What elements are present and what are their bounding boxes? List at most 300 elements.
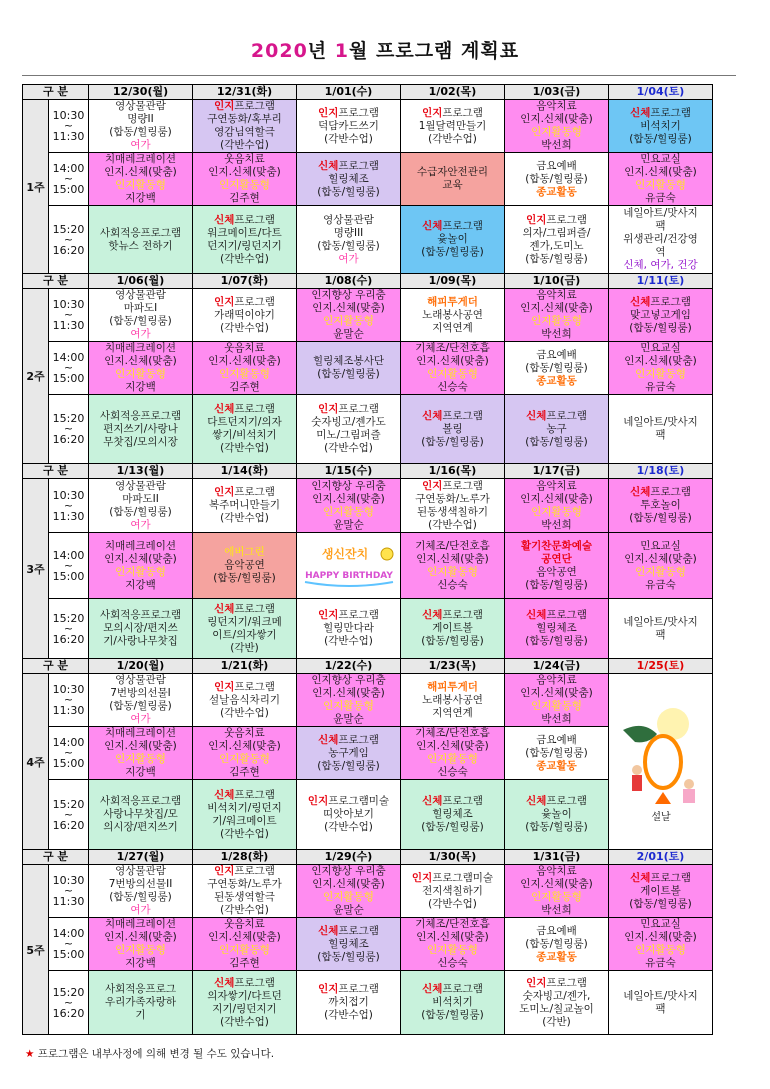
cell-text: 박선희 [541,904,572,916]
cell-text: 해피투게더 [427,295,478,308]
day-header: 1/06(월) [89,274,193,289]
cell-text: 인지.신체(맞춤) [520,113,593,125]
cell-text: 인지활동형 [531,315,582,327]
cell-text: 신체 [422,409,443,422]
cell-text: 치매레크레이션 [104,153,176,165]
cell-text: 인지 [214,295,235,308]
cell-text: 영상물관람 [115,479,166,492]
slot-row [23,918,713,971]
cell-line [505,904,608,917]
cell-line [609,355,712,368]
cell-text: 인지활동형 [531,505,582,518]
cell-line [505,938,608,951]
cell-line [89,727,192,740]
program-cell [297,971,401,1035]
cell-line [505,519,608,532]
day-header: 1/28(화) [193,850,297,865]
title-divider [22,75,736,76]
day-header: 1/18(토) [609,464,713,479]
cell-line [193,642,296,655]
cell-text: 프로그램 [338,159,379,172]
time-tilde: ~ [63,232,74,246]
time-start: 14:00 [52,736,85,749]
cell-text: 위생관리/건강영 [623,233,698,245]
program-cell [609,479,713,533]
cell-text: 신체, 여가, 건강 [623,259,698,271]
cell-line [193,766,296,779]
cell-text: 사회적응프로그램 [99,226,182,239]
cell-text: 네일아트/맛사지 [623,416,698,428]
cell-text: 여가 [130,139,151,151]
cell-line [89,423,192,436]
cell-text: 영상물관람 [115,289,166,301]
cell-text: 치매레크레이션 [104,727,176,739]
cell-text: 영상물관람 [115,674,166,686]
cell-text: 사회적응프로그램 [99,795,182,807]
cell-text: 민요교실 [640,153,681,165]
day-header: 1/15(수) [297,464,401,479]
cell-text: (각반수업) [220,252,269,265]
cell-text: (합동/힐링룸) [629,512,692,524]
birthday-banner: HAPPY BIRTHDAY [304,570,393,581]
cell-text: 민요교실 [640,342,681,354]
ribbon-icon [305,582,393,586]
day-header: 1/29(수) [297,850,401,865]
cell-text: 김주현 [229,957,260,969]
cell-text: 무찻집/모의시장 [103,435,178,448]
cell-line [297,734,400,747]
cell-text: 신체 [422,609,443,621]
cell-text: 프로그램 [234,486,275,498]
cell-text: 팩 [655,220,666,232]
slot-row [23,289,713,342]
cell-line [297,878,400,891]
cell-text: 음악치료 [536,674,577,686]
cell-text: 박선희 [541,328,572,340]
cell-line [89,687,192,700]
day-header: 1/09(목) [401,274,505,289]
cell-text: (합동/힐링룸) [629,897,692,910]
cell-line [609,153,712,166]
program-cell [401,918,505,971]
cell-line [401,220,504,233]
cell-text: 네일아트/맛사지 [623,615,698,628]
cell-text: (각반) [542,1015,571,1028]
day-header: 1/20(월) [89,659,193,674]
time-end: 15:00 [52,183,85,196]
time-slot [49,206,89,274]
cell-line [193,512,296,525]
time-slot [49,865,89,918]
day-header: 1/08(수) [297,274,401,289]
cell-text: 인지활동형 [115,753,166,765]
cell-text: 교육 [442,179,463,191]
header-label: 구 분 [23,850,89,865]
program-cell [297,395,401,464]
cell-text: (합동/힐링룸) [629,321,692,334]
program-cell [505,865,609,918]
time-end: 11:30 [52,895,85,908]
program-cell [401,100,505,153]
time-tilde: ~ [63,995,74,1009]
cell-line [401,821,504,834]
cell-line [297,687,400,700]
cell-text: 팩 [655,1002,666,1015]
cell-text: 공연단 [541,552,572,565]
cell-line [297,808,400,821]
time-start: 10:30 [52,298,85,311]
cell-text: (각반수업) [324,132,373,145]
cell-line [505,506,608,519]
cell-line [505,734,608,747]
cell-text: 프로그램 [234,213,275,226]
cell-text: 기/워크메이트 [212,814,277,827]
time-start: 10:30 [52,874,85,887]
cell-line [89,931,192,944]
cell-line [297,951,400,964]
cell-line [401,566,504,579]
cell-text: 프로그램 [234,788,275,801]
day-header: 1/04(토) [609,85,713,100]
time-slot [49,971,89,1035]
cell-text: 인지.신체(맞춤) [520,492,593,505]
cell-line [505,173,608,186]
cell-text: 인지.신체(맞춤) [208,740,281,752]
cell-line [505,375,608,388]
program-cell [609,865,713,918]
cell-line [609,918,712,931]
cell-text: 인지 [422,479,443,492]
cell-line [297,635,400,648]
cell-text: 지강백 [125,578,156,591]
cell-line [193,878,296,891]
time-slot [49,599,89,659]
cell-line [89,795,192,808]
cell-line [297,925,400,938]
cell-line [297,713,400,726]
cell-text: 윷놀이 [437,233,468,245]
cell-text: 종교활동 [536,374,577,387]
program-cell [609,206,713,274]
cell-line [89,153,192,166]
cell-line [505,747,608,760]
cell-text: 농구 [546,422,567,435]
cell-text: 인지활동형 [531,891,582,903]
slot-row [23,479,713,533]
time-slot [49,289,89,342]
program-cell [89,342,193,395]
cell-text: 여가 [338,252,359,265]
time-end: 11:30 [52,704,85,717]
cell-text: 프로그램 [338,403,379,415]
cell-text: 까치접기 [328,996,369,1008]
cell-line [609,296,712,309]
cell-text: 프로그램 [546,976,587,989]
new-year-illustration [613,700,709,824]
cell-text: 프로그램 [650,486,691,498]
cell-text: 프로그램 [650,295,691,308]
cell-text: 인지.신체(맞춤) [416,740,489,752]
cell-line [193,944,296,957]
cell-text: 힐링체조봉사단 [312,355,384,367]
cell-text: 인지활동형 [635,944,686,956]
cell-text: 기체조/단전호흡 [415,727,490,739]
time-end: 16:20 [52,818,85,832]
cell-text: (각반수업) [220,512,269,524]
program-cell [89,727,193,780]
cell-line [401,368,504,381]
cell-line [89,753,192,766]
cell-text: 인지.신체(맞춤) [520,687,593,699]
cell-text: 이트/의자쌓기 [212,628,277,641]
cell-line [89,821,192,834]
cell-text: 신체 [630,295,651,308]
cell-line [401,808,504,821]
cell-text: 유금숙 [645,957,676,969]
program-cell [505,599,609,659]
cell-text: 신체 [630,871,651,884]
cell-line [297,747,400,760]
program-cell [609,599,713,659]
cell-line [401,885,504,898]
cell-text: 웃음치료 [224,727,265,739]
cell-text: (합동/힐링룸) [421,1009,484,1021]
program-cell [609,674,713,850]
cell-text: 여가 [130,713,151,725]
cell-line [609,309,712,322]
cell-text: 워크메이트/다트 [207,226,282,239]
cell-line [193,113,296,126]
cell-line [401,766,504,779]
time-tilde: ~ [63,172,74,185]
cell-line [193,355,296,368]
cell-line [505,622,608,635]
cell-line [193,603,296,616]
cell-line [193,707,296,720]
cell-text: (각반수업) [324,635,373,647]
cell-text: 윷놀이 [541,808,572,820]
cell-line [89,368,192,381]
cell-line [193,381,296,394]
cell-text: 신승숙 [437,381,468,393]
cell-text: 치매레크레이션 [104,539,176,552]
cell-line [505,977,608,990]
time-slot [49,727,89,780]
program-cell [193,342,297,395]
cell-text: 설날음식차리기 [208,693,280,706]
cell-line [505,700,608,713]
program-cell [89,206,193,274]
cell-line [193,240,296,253]
cell-text: (합동/힐링룸) [213,572,276,584]
cell-line [297,1009,400,1022]
cell-line [401,309,504,322]
program-cell [401,206,505,274]
cell-text: 도미노/칠교놀이 [519,1002,594,1015]
program-cell [193,971,297,1035]
cell-line [297,983,400,996]
day-header: 1/27(월) [89,850,193,865]
program-cell [193,395,297,464]
time-end: 15:00 [52,948,85,961]
cell-line [609,944,712,957]
cell-text: 기체조/단전호흡 [415,918,490,930]
cell-text: 여가 [130,518,151,531]
cell-line [401,898,504,911]
slot-row [23,674,713,727]
cell-text: 윤말순 [333,518,364,531]
day-header: 1/23(목) [401,659,505,674]
star-icon: ★ [25,1048,35,1060]
cell-text: 치매레크레이션 [104,342,176,354]
program-cell [401,674,505,727]
program-cell [193,674,297,727]
cell-line [89,480,192,493]
cell-line [89,506,192,519]
program-cell [401,971,505,1035]
cell-text: 인지 [422,106,443,119]
cell-text: 프로그램 [338,733,379,746]
cell-line [193,957,296,970]
cell-line [401,296,504,309]
cell-line [193,789,296,802]
cell-line [89,566,192,579]
cell-text: 인지.신체(맞춤) [624,166,697,178]
cell-text: (각반수업) [220,827,269,840]
day-header: 1/07(화) [193,274,297,289]
cell-text: 영상물관람 [323,213,374,226]
cell-line [505,795,608,808]
cell-line [609,207,712,220]
cell-text: 프로그램 [338,106,379,119]
cell-line [193,322,296,335]
cell-line [89,493,192,506]
cell-line [609,429,712,442]
cell-text: 된동생색칠하기 [416,505,488,518]
cell-line [505,925,608,938]
cell-text: 프로그램 [650,871,691,884]
program-cell [297,342,401,395]
cell-line [89,139,192,152]
time-slot [49,153,89,206]
program-cell [297,727,401,780]
cell-line [297,302,400,315]
cell-line [505,113,608,126]
day-header: 1/30(목) [401,850,505,865]
cell-line [505,100,608,113]
time-slot [49,918,89,971]
program-cell [609,100,713,153]
cell-line [89,436,192,449]
cell-text: 프로그램 [234,680,275,693]
cell-line [505,1003,608,1016]
cell-text: 인지 [214,100,235,112]
cell-text: 인지.신체(맞춤) [312,302,385,314]
cell-text: 인지활동형 [115,368,166,380]
cell-line [193,815,296,828]
cell-text: 인지활동형 [219,368,270,380]
cell-text: 인지 [214,865,235,877]
cell-text: 인지향상 우리춤 [311,674,386,686]
cell-line [89,878,192,891]
program-cell [505,971,609,1035]
cell-text: 수급자안전관리 [416,166,488,178]
cell-text: 의시장/편지쓰기 [103,821,178,833]
time-tilde: ~ [63,361,74,374]
cell-text: 금요예배 [536,348,577,361]
cell-text: (합동/힐링룸) [525,578,588,591]
cell-line [193,179,296,192]
cell-text: 인지활동형 [427,944,478,956]
cell-line [89,944,192,957]
cell-line [193,629,296,642]
cell-text: 치매레크레이션 [104,918,176,930]
slot-row [23,153,713,206]
cell-text: 노래봉사공연 [422,693,483,706]
week-label: 5주 [23,865,49,1035]
cell-text: 영상물관람 [115,100,166,112]
cell-text: 마파도I [123,302,158,314]
time-start: 15:20 [52,797,85,811]
time-end: 11:30 [52,319,85,332]
cell-line [505,540,608,553]
cell-text: 해피투게더 [427,680,478,693]
cell-text: 금요예배 [536,159,577,172]
cell-text: 프로그램 [338,983,379,995]
cell-text: 가래떡이야기 [214,308,275,321]
cell-line [505,951,608,964]
cell-text: (합동/힐링룸) [317,368,380,380]
cell-line [297,442,400,455]
cell-line [401,694,504,707]
time-tilde: ~ [63,308,74,321]
week-label: 2주 [23,289,49,464]
time-end: 15:00 [52,372,85,385]
cell-line [297,795,400,808]
cell-line [297,519,400,532]
cell-text: 음악치료 [536,289,577,301]
cell-line [505,289,608,302]
cell-text: 박선희 [541,139,572,151]
cell-line [609,931,712,944]
cell-line [401,179,504,192]
time-tilde: ~ [63,884,74,897]
cell-line [609,629,712,642]
cell-line [401,133,504,146]
cell-text: 윤말순 [333,904,364,916]
cell-line [89,700,192,713]
cell-text: (각반수업) [220,139,269,151]
cell-line [89,865,192,878]
cell-text: 비석치기/링던지 [207,801,282,814]
cell-text: 투호놀이 [640,499,681,511]
cell-text: 인지향상 우리춤 [311,289,386,301]
cell-text: 프로그램 [442,609,483,621]
cell-line [89,674,192,687]
cell-line [89,166,192,179]
time-start: 14:00 [52,162,85,175]
cell-line [505,240,608,253]
cell-text: 다트던지기/의자 [207,416,282,428]
cell-line [401,120,504,133]
cell-text: 지기/링던지기 [212,1002,277,1015]
program-cell [401,727,505,780]
program-cell [297,153,401,206]
cell-text: 인지.신체(맞춤) [520,302,593,314]
cell-text: 인지활동형 [635,565,686,578]
cell-line [89,381,192,394]
cell-text: 프로그램 [234,602,275,615]
